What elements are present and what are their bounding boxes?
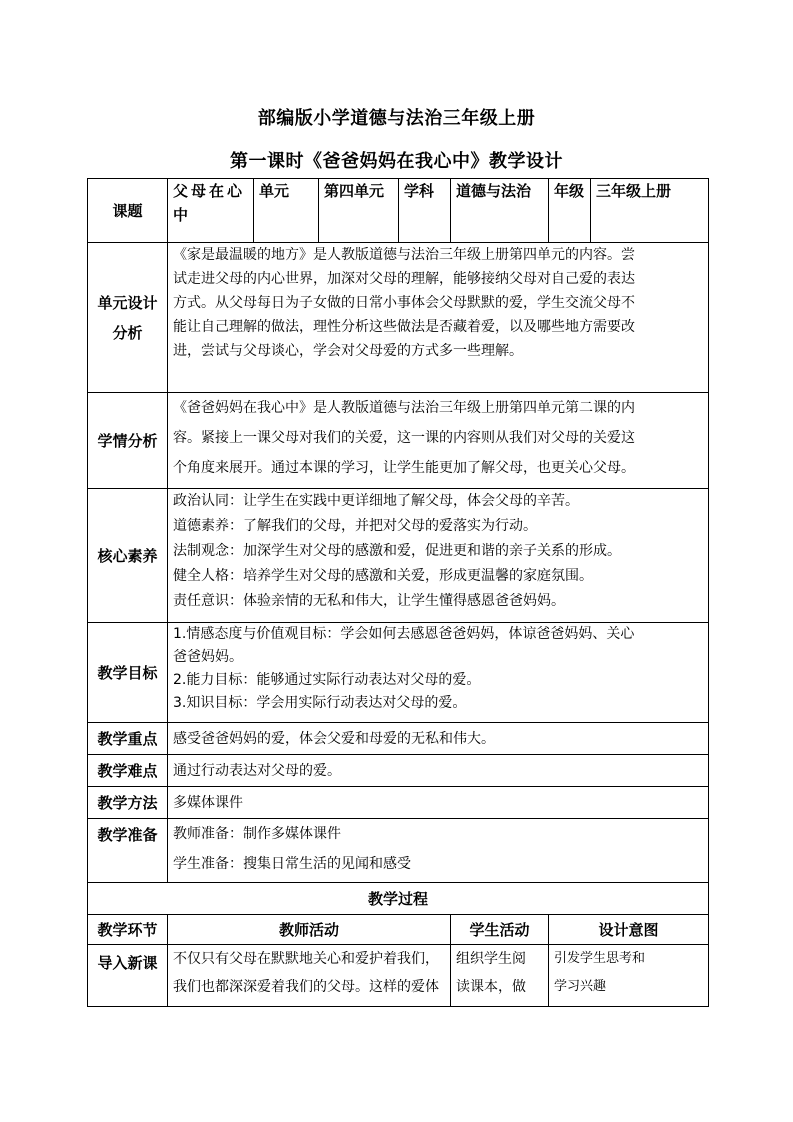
process-student-activity: 组织学生阅 读课本，做 [451, 945, 549, 1007]
process-header-row [88, 915, 709, 945]
learner-analysis-row [88, 393, 709, 489]
method-row [88, 787, 709, 819]
process-heading-row [88, 883, 709, 915]
grade-label: 年级 [549, 179, 591, 243]
col-header-teacher: 教师活动 [168, 915, 451, 945]
preparation-text: 教师准备：制作多媒体课件 学生准备：搜集日常生活的见闻和感受 [168, 819, 709, 883]
document-title: 部编版小学道德与法治三年级上册 [257, 108, 536, 129]
preparation-label: 教学准备 [88, 819, 168, 883]
difficulty-row [88, 755, 709, 787]
subject-value: 道德与法治 [451, 179, 549, 243]
info-row [88, 179, 709, 243]
core-literacy-text: 政治认同：让学生在实践中更详细地了解父母，体会父母的辛苦。 道德素养：了解我们的父母，并把对父母的爱落实为行动。 法制观念：加深学生对父母的感激和爱，促进更和谐的亲子关系的形成。 健全人格：培养学生对父母的感激和关爱，形成更温馨的家庭氛围。 责任意识：体验亲情的无私和伟大，让学生懂得感恩爸爸妈妈。 [168, 489, 709, 623]
lesson-plan-table [87, 178, 709, 1007]
objectives-row [88, 623, 709, 723]
col-header-student: 学生活动 [451, 915, 549, 945]
topic-label: 课题 [88, 179, 168, 243]
learner-analysis-text: 《爸爸妈妈在我心中》是人教版道德与法治三年级上册第四单元第二课的内 容。紧接上一课父母对我们的关爱，这一课的内容则从我们对父母的关爱这 个角度来展开。通过本课的学习，让学生能更加了解父母，也更关心父母。 [168, 393, 709, 489]
subject-label: 学科 [399, 179, 451, 243]
process-stage: 导入新课 [88, 945, 168, 1007]
method-text: 多媒体课件 [168, 787, 709, 819]
unit-analysis-text: 《家是最温暖的地方》是人教版道德与法治三年级上册第四单元的内容。尝 试走进父母的内心世界，加深对父母的理解，能够接纳父母对自己爱的表达 方式。从父母每日为子女做的日常小事体会父母默默的爱，学生交流父母不 能让自己理解的做法，理性分析这些做法是否藏着爱，以及哪些地方需要改 进，尝试与父母谈心，学会对父母爱的方式多一些理解。 [168, 243, 709, 393]
core-literacy-row [88, 489, 709, 623]
unit-label: 单元 [254, 179, 319, 243]
process-row [88, 945, 709, 1007]
col-header-intent: 设计意图 [549, 915, 709, 945]
difficulty-text: 通过行动表达对父母的爱。 [168, 755, 709, 787]
col-header-stage: 教学环节 [88, 915, 168, 945]
difficulty-label: 教学难点 [88, 755, 168, 787]
objectives-text: 1.情感态度与价值观目标：学会如何去感恩爸爸妈妈，体谅爸爸妈妈、关心 爸爸妈妈。 2.能力目标：能够通过实际行动表达对父母的爱。 3.知识目标：学会用实际行动表达对父母的爱。 [168, 623, 709, 723]
unit-analysis-row [88, 243, 709, 393]
document-subtitle: 第一课时《爸爸妈妈在我心中》教学设计 [230, 151, 563, 172]
core-literacy-label: 核心素养 [88, 489, 168, 623]
topic-value: 父母在心 中 [168, 179, 254, 243]
process-teacher-activity: 不仅只有父母在默默地关心和爱护着我们， 我们也都深深爱着我们的父母。这样的爱体 [168, 945, 451, 1007]
key-point-label: 教学重点 [88, 723, 168, 755]
preparation-row [88, 819, 709, 883]
key-point-text: 感受爸爸妈妈的爱，体会父爱和母爱的无私和伟大。 [168, 723, 709, 755]
process-design-intent: 引发学生思考和 学习兴趣 [549, 945, 709, 1007]
method-label: 教学方法 [88, 787, 168, 819]
objectives-label: 教学目标 [88, 623, 168, 723]
key-point-row [88, 723, 709, 755]
unit-value: 第四单元 [319, 179, 399, 243]
learner-analysis-label: 学情分析 [88, 393, 168, 489]
grade-value: 三年级上册 [591, 179, 709, 243]
unit-analysis-label: 单元设计 分析 [88, 243, 168, 393]
process-heading: 教学过程 [88, 883, 709, 915]
